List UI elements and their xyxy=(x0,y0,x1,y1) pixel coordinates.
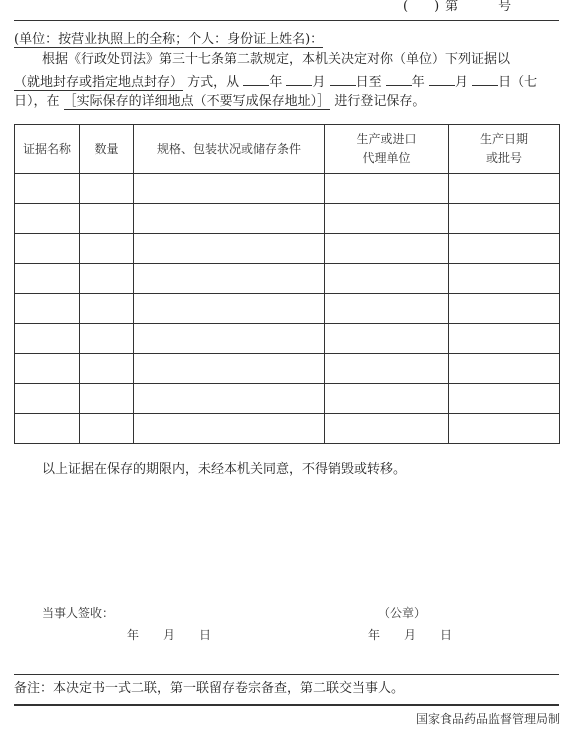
table-cell[interactable] xyxy=(134,174,325,204)
table-cell[interactable] xyxy=(15,324,80,354)
start-year-blank[interactable] xyxy=(243,72,269,86)
end-year-label: 年 xyxy=(411,75,425,90)
table-cell[interactable] xyxy=(15,264,80,294)
body-line-1: 根据《行政处罚法》第三十七条第二款规定，本机关决定对你（单位）下列证据以 xyxy=(42,52,511,67)
table-cell[interactable] xyxy=(325,204,449,234)
doc-number-di: 第 xyxy=(445,0,459,14)
line2-mid: 方式，从 xyxy=(187,75,240,90)
table-cell[interactable] xyxy=(449,354,560,384)
party-signature-label: 当事人签收： xyxy=(42,606,115,620)
evidence-table xyxy=(14,124,560,444)
table-cell[interactable] xyxy=(325,294,449,324)
table-cell[interactable] xyxy=(449,174,560,204)
table-cell[interactable] xyxy=(134,324,325,354)
table-cell[interactable] xyxy=(449,384,560,414)
table-cell[interactable] xyxy=(80,384,134,414)
remark-top-rule xyxy=(14,674,559,675)
table-cell[interactable] xyxy=(449,264,560,294)
top-rule xyxy=(14,20,559,21)
header-spec: 规格、包装状况或储存条件 xyxy=(134,125,325,174)
issuer-footer: 国家食品药品监督管理局制 xyxy=(415,712,560,726)
table-row xyxy=(15,264,560,294)
table-cell[interactable] xyxy=(325,264,449,294)
table-cell[interactable] xyxy=(15,384,80,414)
table-cell[interactable] xyxy=(80,294,134,324)
table-cell[interactable] xyxy=(449,234,560,264)
table-cell[interactable] xyxy=(15,234,80,264)
storage-location: ［实际保存的详细地点（不要写成保存地址）］ xyxy=(63,94,331,109)
table-cell[interactable] xyxy=(80,354,134,384)
line3-a: 日），在 xyxy=(14,94,60,109)
table-cell[interactable] xyxy=(325,414,449,444)
party-year-label: 年 xyxy=(127,628,140,642)
end-day-blank[interactable] xyxy=(472,72,498,86)
table-cell[interactable] xyxy=(134,294,325,324)
body-line-2 xyxy=(14,72,537,92)
table-cell[interactable] xyxy=(80,234,134,264)
header-production-date: 生产日期 或批号 xyxy=(449,125,560,174)
table-row xyxy=(15,294,560,324)
table-cell[interactable] xyxy=(134,234,325,264)
table-header-row xyxy=(15,125,560,174)
start-month-blank[interactable] xyxy=(286,72,312,86)
table-cell[interactable] xyxy=(449,204,560,234)
table-cell[interactable] xyxy=(80,414,134,444)
seal-year-label: 年 xyxy=(368,628,381,642)
table-cell[interactable] xyxy=(325,324,449,354)
start-month-label: 月 xyxy=(312,75,326,90)
end-year-blank[interactable] xyxy=(386,72,412,86)
seal-month-label: 月 xyxy=(404,628,417,642)
seal-day-label: 日 xyxy=(440,628,453,642)
party-line-text: (单位：按营业执照上的全称；个人：身份证上姓名)： xyxy=(14,32,324,47)
header-producer: 生产或进口 代理单位 xyxy=(325,125,449,174)
table-cell[interactable] xyxy=(325,354,449,384)
table-cell[interactable] xyxy=(134,414,325,444)
table-cell[interactable] xyxy=(80,324,134,354)
table-cell[interactable] xyxy=(15,204,80,234)
table-cell[interactable] xyxy=(325,234,449,264)
table-body xyxy=(15,174,560,444)
remark-bottom-rule xyxy=(14,704,559,706)
table-row xyxy=(15,354,560,384)
doc-number xyxy=(403,0,511,16)
table-cell[interactable] xyxy=(449,294,560,324)
end-month-label: 月 xyxy=(454,75,468,90)
storage-method: （就地封存或指定地点封存） xyxy=(14,75,184,90)
table-cell[interactable] xyxy=(15,294,80,324)
remark-text: 备注：本决定书一式二联，第一联留存卷宗备查，第二联交当事人。 xyxy=(14,681,405,696)
start-day-blank[interactable] xyxy=(330,72,356,86)
table-cell[interactable] xyxy=(15,354,80,384)
body-line-3 xyxy=(14,93,425,111)
table-cell[interactable] xyxy=(449,324,560,354)
table-cell[interactable] xyxy=(80,204,134,234)
party-month-label: 月 xyxy=(163,628,176,642)
header-quantity: 数量 xyxy=(80,125,134,174)
doc-number-paren: ( ) xyxy=(403,0,440,14)
table-cell[interactable] xyxy=(80,174,134,204)
table-row xyxy=(15,174,560,204)
line3-b: 进行登记保存。 xyxy=(334,94,426,109)
start-day-label: 日至 xyxy=(355,75,382,90)
party-line xyxy=(14,31,323,49)
table-cell[interactable] xyxy=(134,384,325,414)
table-row xyxy=(15,384,560,414)
seal-label: （公章） xyxy=(378,606,427,620)
doc-number-hao: 号 xyxy=(498,0,512,14)
table-cell[interactable] xyxy=(134,354,325,384)
table-cell[interactable] xyxy=(80,264,134,294)
notice-text: 以上证据在保存的期限内，未经本机关同意，不得销毁或转移。 xyxy=(42,462,407,477)
end-month-blank[interactable] xyxy=(429,72,455,86)
table-cell[interactable] xyxy=(325,384,449,414)
table-row xyxy=(15,414,560,444)
header-evidence-name: 证据名称 xyxy=(15,125,80,174)
table-cell[interactable] xyxy=(134,204,325,234)
party-sign-date xyxy=(127,626,211,644)
seal-date xyxy=(368,626,452,644)
party-day-label: 日 xyxy=(199,628,212,642)
end-day-label: 日（七 xyxy=(498,75,538,90)
table-cell[interactable] xyxy=(325,174,449,204)
table-cell[interactable] xyxy=(15,414,80,444)
table-row xyxy=(15,324,560,354)
table-row xyxy=(15,234,560,264)
start-year-label: 年 xyxy=(269,75,283,90)
table-cell[interactable] xyxy=(449,414,560,444)
table-cell[interactable] xyxy=(15,174,80,204)
table-row xyxy=(15,204,560,234)
table-cell[interactable] xyxy=(134,264,325,294)
